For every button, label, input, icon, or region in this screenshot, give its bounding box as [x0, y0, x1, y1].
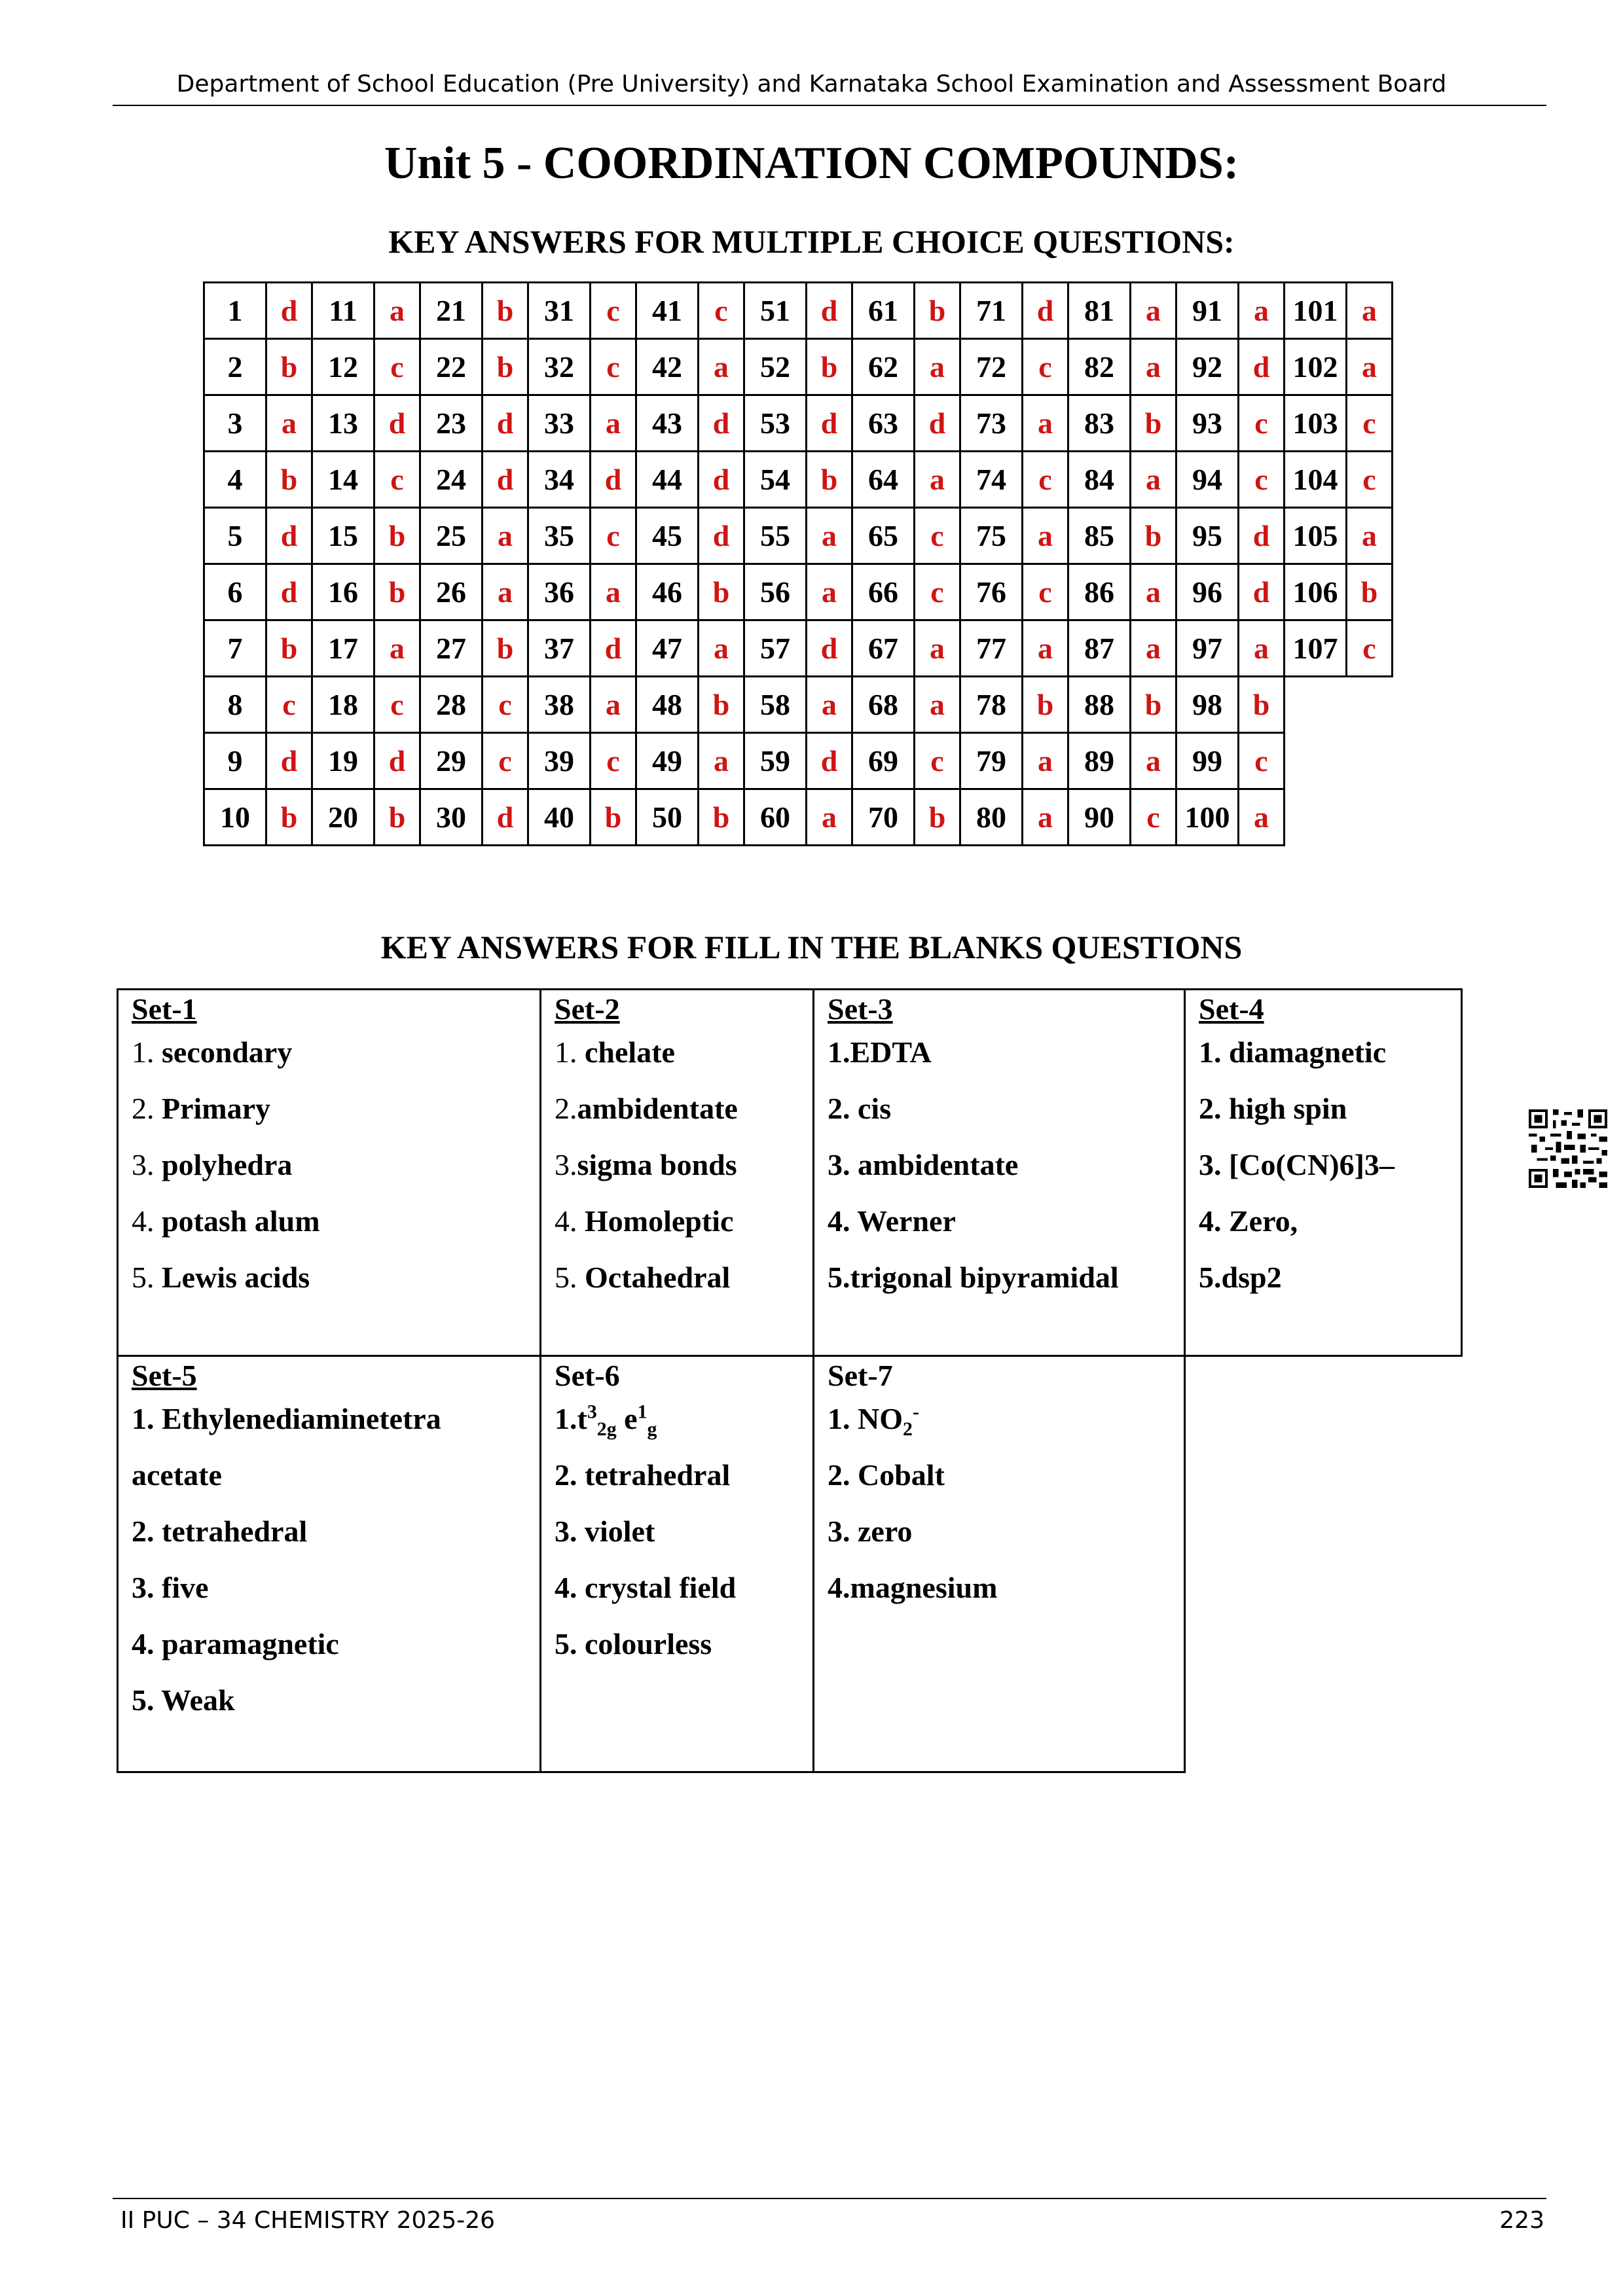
question-number: 59 [744, 733, 807, 789]
question-number: 84 [1068, 452, 1131, 508]
answer-key: b [591, 789, 636, 846]
answer-key: c [1023, 339, 1068, 395]
answer-key: c [374, 677, 420, 733]
answer-key: c [374, 339, 420, 395]
answer-key: b [915, 283, 960, 339]
question-number: 65 [852, 508, 915, 564]
answer-key: a [1347, 508, 1393, 564]
answer-key: a [1131, 733, 1176, 789]
set-3-cell [814, 990, 1185, 1356]
answer-key: d [374, 395, 420, 452]
answer-key: a [699, 339, 744, 395]
set-2-item-2: 2.ambidentate [555, 1092, 738, 1125]
answer-key: b [1131, 677, 1176, 733]
question-number: 21 [420, 283, 483, 339]
answer-key: a [1239, 789, 1285, 846]
answer-key: c [915, 564, 960, 620]
question-number: 96 [1176, 564, 1239, 620]
answer-key: b [374, 508, 420, 564]
answer-key: d [807, 620, 852, 677]
answer-key: a [1239, 283, 1285, 339]
answer-key: d [483, 395, 528, 452]
answer-key: b [266, 452, 312, 508]
question-number: 62 [852, 339, 915, 395]
set-7-item-3: 3. zero [828, 1515, 913, 1548]
question-number: 104 [1285, 452, 1347, 508]
answer-key: a [915, 339, 960, 395]
set-6-item-2: 2. tetrahedral [555, 1458, 731, 1492]
question-number: 5 [204, 508, 266, 564]
question-number: 16 [312, 564, 374, 620]
question-number: 69 [852, 733, 915, 789]
set-6-item-3: 3. violet [555, 1515, 655, 1548]
answer-key: a [591, 395, 636, 452]
question-number: 90 [1068, 789, 1131, 846]
answer-key: b [807, 452, 852, 508]
question-number: 60 [744, 789, 807, 846]
question-number: 54 [744, 452, 807, 508]
answer-key: d [1023, 283, 1068, 339]
empty-cell [1285, 789, 1347, 846]
question-number: 106 [1285, 564, 1347, 620]
answer-key: a [1023, 508, 1068, 564]
answer-key: a [266, 395, 312, 452]
question-number: 47 [636, 620, 699, 677]
question-number: 15 [312, 508, 374, 564]
question-number: 66 [852, 564, 915, 620]
set-2-cell [541, 990, 814, 1356]
mcq-row [204, 508, 1393, 564]
answer-key: a [915, 677, 960, 733]
question-number: 30 [420, 789, 483, 846]
mcq-row [204, 620, 1393, 677]
empty-cell [1347, 789, 1393, 846]
answer-key: b [374, 789, 420, 846]
question-number: 94 [1176, 452, 1239, 508]
question-number: 42 [636, 339, 699, 395]
question-number: 38 [528, 677, 591, 733]
answer-key: c [1023, 564, 1068, 620]
mcq-row [204, 339, 1393, 395]
answer-key: a [1131, 452, 1176, 508]
set-2-item-4: 4. Homoleptic [555, 1204, 734, 1238]
set-4-item-1: 1. diamagnetic [1199, 1035, 1387, 1069]
mcq-row [204, 564, 1393, 620]
question-number: 2 [204, 339, 266, 395]
answer-key: d [266, 283, 312, 339]
question-number: 27 [420, 620, 483, 677]
question-number: 77 [960, 620, 1023, 677]
answer-key: a [1131, 564, 1176, 620]
question-number: 73 [960, 395, 1023, 452]
answer-key: d [1239, 339, 1285, 395]
question-number: 80 [960, 789, 1023, 846]
question-number: 64 [852, 452, 915, 508]
set-7-item-4: 4.magnesium [828, 1571, 998, 1604]
set-2-item-1: 1. chelate [555, 1035, 675, 1069]
question-number: 85 [1068, 508, 1131, 564]
answer-key: b [699, 564, 744, 620]
mcq-row [204, 733, 1393, 789]
question-number: 4 [204, 452, 266, 508]
set-1-item-1: 1. secondary [132, 1035, 293, 1069]
question-number: 102 [1285, 339, 1347, 395]
question-number: 76 [960, 564, 1023, 620]
question-number: 78 [960, 677, 1023, 733]
answer-key: a [1023, 395, 1068, 452]
set-4-title: Set-4 [1199, 992, 1264, 1026]
answer-key: b [1131, 508, 1176, 564]
question-number: 41 [636, 283, 699, 339]
question-number: 8 [204, 677, 266, 733]
question-number: 89 [1068, 733, 1131, 789]
question-number: 23 [420, 395, 483, 452]
set-5-item-5: 5. Weak [132, 1683, 235, 1717]
answer-key: b [807, 339, 852, 395]
question-number: 48 [636, 677, 699, 733]
answer-key: d [1239, 508, 1285, 564]
question-number: 88 [1068, 677, 1131, 733]
question-number: 3 [204, 395, 266, 452]
answer-key: c [591, 283, 636, 339]
answer-key: c [266, 677, 312, 733]
footer-divider [113, 2198, 1546, 2199]
question-number: 24 [420, 452, 483, 508]
answer-key: a [374, 620, 420, 677]
set-3-item-1: 1.EDTA [828, 1035, 932, 1069]
question-number: 105 [1285, 508, 1347, 564]
mcq-row [204, 283, 1393, 339]
question-number: 32 [528, 339, 591, 395]
answer-key: d [699, 395, 744, 452]
answer-key: c [1347, 395, 1393, 452]
set-7-title: Set-7 [828, 1359, 893, 1392]
question-number: 11 [312, 283, 374, 339]
answer-key: b [699, 789, 744, 846]
question-number: 9 [204, 733, 266, 789]
question-number: 29 [420, 733, 483, 789]
answer-key: a [1023, 733, 1068, 789]
question-number: 70 [852, 789, 915, 846]
question-number: 68 [852, 677, 915, 733]
answer-key: d [915, 395, 960, 452]
set-7-cell [814, 1356, 1185, 1772]
empty-cell [1347, 733, 1393, 789]
question-number: 36 [528, 564, 591, 620]
set-1-item-4: 4. potash alum [132, 1204, 320, 1238]
question-number: 25 [420, 508, 483, 564]
answer-key: d [699, 452, 744, 508]
answer-key: b [483, 283, 528, 339]
answer-key: b [266, 339, 312, 395]
question-number: 92 [1176, 339, 1239, 395]
question-number: 58 [744, 677, 807, 733]
answer-key: a [1023, 620, 1068, 677]
question-number: 6 [204, 564, 266, 620]
answer-key: d [374, 733, 420, 789]
answer-key: b [266, 789, 312, 846]
set-1-title: Set-1 [132, 992, 197, 1026]
mcq-row [204, 395, 1393, 452]
set-4-item-3: 3. [Co(CN)6]3– [1199, 1148, 1395, 1181]
mcq-answer-table [203, 281, 1393, 846]
set-1-cell [118, 990, 541, 1356]
page-title: Unit 5 - COORDINATION COMPOUNDS: [384, 138, 1239, 188]
empty-cell [1285, 733, 1347, 789]
answer-key: b [483, 620, 528, 677]
question-number: 53 [744, 395, 807, 452]
answer-key: c [1239, 452, 1285, 508]
question-number: 67 [852, 620, 915, 677]
set-4-item-5: 5.dsp2 [1199, 1261, 1282, 1294]
answer-key: d [266, 564, 312, 620]
question-number: 14 [312, 452, 374, 508]
question-number: 97 [1176, 620, 1239, 677]
question-number: 51 [744, 283, 807, 339]
question-number: 107 [1285, 620, 1347, 677]
set-3-item-3: 3. ambidentate [828, 1148, 1019, 1181]
answer-key: a [483, 508, 528, 564]
question-number: 18 [312, 677, 374, 733]
answer-key: b [266, 620, 312, 677]
question-number: 22 [420, 339, 483, 395]
answer-key: a [1023, 789, 1068, 846]
question-number: 72 [960, 339, 1023, 395]
answer-key: d [483, 789, 528, 846]
set-4-item-2: 2. high spin [1199, 1092, 1347, 1125]
question-number: 26 [420, 564, 483, 620]
answer-key: d [1239, 564, 1285, 620]
answer-key: d [266, 733, 312, 789]
question-number: 43 [636, 395, 699, 452]
question-number: 56 [744, 564, 807, 620]
question-number: 83 [1068, 395, 1131, 452]
answer-key: a [1131, 339, 1176, 395]
question-number: 39 [528, 733, 591, 789]
answer-key: c [591, 508, 636, 564]
set-2-item-3: 3.sigma bonds [555, 1148, 737, 1181]
set-6-title: Set-6 [555, 1359, 620, 1392]
question-number: 37 [528, 620, 591, 677]
question-number: 10 [204, 789, 266, 846]
question-number: 50 [636, 789, 699, 846]
question-number: 13 [312, 395, 374, 452]
answer-key: c [1347, 620, 1393, 677]
question-number: 95 [1176, 508, 1239, 564]
question-number: 1 [204, 283, 266, 339]
answer-key: a [591, 677, 636, 733]
answer-key: a [1347, 339, 1393, 395]
answer-key: a [807, 508, 852, 564]
answer-key: c [1347, 452, 1393, 508]
answer-key: c [915, 508, 960, 564]
set-3-item-2: 2. cis [828, 1092, 892, 1125]
set-2-title: Set-2 [555, 992, 620, 1026]
answer-key: b [1131, 395, 1176, 452]
question-number: 82 [1068, 339, 1131, 395]
set-1-item-2: 2. Primary [132, 1092, 271, 1125]
question-number: 46 [636, 564, 699, 620]
answer-key: d [807, 283, 852, 339]
set-2-item-5: 5. Octahedral [555, 1261, 731, 1294]
question-number: 100 [1176, 789, 1239, 846]
question-number: 81 [1068, 283, 1131, 339]
question-number: 7 [204, 620, 266, 677]
question-number: 61 [852, 283, 915, 339]
answer-key: c [699, 283, 744, 339]
set-3-title: Set-3 [828, 992, 893, 1026]
question-number: 91 [1176, 283, 1239, 339]
question-number: 45 [636, 508, 699, 564]
set-3-item-5: 5.trigonal bipyramidal [828, 1261, 1119, 1294]
mcq-heading: KEY ANSWERS FOR MULTIPLE CHOICE QUESTIONS: [388, 223, 1235, 260]
question-number: 57 [744, 620, 807, 677]
set-4-item-4: 4. Zero, [1199, 1204, 1298, 1238]
answer-key: d [591, 620, 636, 677]
question-number: 33 [528, 395, 591, 452]
answer-key: b [483, 339, 528, 395]
set-4-cell [1185, 990, 1462, 1356]
question-number: 34 [528, 452, 591, 508]
set-6-item-1: $1.t^3_{2g}$ $e^1_g$ [555, 1401, 657, 1441]
set-5-item-1a: 1. Ethylenediaminetetra [132, 1402, 441, 1435]
answer-key: b [1239, 677, 1285, 733]
set-5-item-1b: acetate [132, 1458, 222, 1492]
question-number: 93 [1176, 395, 1239, 452]
question-number: 40 [528, 789, 591, 846]
question-number: 98 [1176, 677, 1239, 733]
answer-key: d [699, 508, 744, 564]
answer-key: c [915, 733, 960, 789]
empty-cell [1285, 677, 1347, 733]
question-number: 79 [960, 733, 1023, 789]
answer-key: d [807, 733, 852, 789]
answer-key: a [1131, 283, 1176, 339]
set-6-cell [541, 1356, 814, 1772]
answer-key: c [591, 339, 636, 395]
page-header: Department of School Education (Pre University) and Karnataka School Examination and Assessment Board [176, 71, 1447, 98]
footer-course: II PUC – 34 CHEMISTRY 2025-26 [120, 2207, 496, 2234]
question-number: 86 [1068, 564, 1131, 620]
answer-key: c [374, 452, 420, 508]
question-number: 20 [312, 789, 374, 846]
question-number: 74 [960, 452, 1023, 508]
answer-key: a [591, 564, 636, 620]
answer-key: c [1023, 452, 1068, 508]
question-number: 12 [312, 339, 374, 395]
answer-key: a [807, 677, 852, 733]
set-6-item-5: 5. colourless [555, 1627, 712, 1660]
answer-key: a [807, 789, 852, 846]
answer-key: c [483, 733, 528, 789]
header-divider [113, 105, 1546, 106]
answer-key: b [915, 789, 960, 846]
question-number: 87 [1068, 620, 1131, 677]
set-1-item-5: 5. Lewis acids [132, 1261, 310, 1294]
answer-key: b [1347, 564, 1393, 620]
question-number: 49 [636, 733, 699, 789]
question-number: 55 [744, 508, 807, 564]
answer-key: a [915, 452, 960, 508]
answer-key: d [483, 452, 528, 508]
mcq-row [204, 789, 1393, 846]
empty-cell [1185, 1356, 1462, 1772]
answer-key: a [915, 620, 960, 677]
question-number: 63 [852, 395, 915, 452]
answer-key: d [807, 395, 852, 452]
question-number: 19 [312, 733, 374, 789]
question-number: 52 [744, 339, 807, 395]
answer-key: d [266, 508, 312, 564]
question-number: 75 [960, 508, 1023, 564]
answer-key: a [1131, 620, 1176, 677]
empty-cell [1347, 677, 1393, 733]
page-number: 223 [1499, 2207, 1544, 2234]
set-6-item-4: 4. crystal field [555, 1571, 737, 1604]
set-7-item-1: 1. $NO_2^-$ [828, 1401, 919, 1441]
answer-key: c [483, 677, 528, 733]
mcq-row [204, 452, 1393, 508]
set-3-item-4: 4. Werner [828, 1204, 956, 1238]
answer-key: b [374, 564, 420, 620]
fib-answer-table [117, 988, 1463, 1773]
question-number: 71 [960, 283, 1023, 339]
mcq-row [204, 677, 1393, 733]
answer-key: c [1131, 789, 1176, 846]
answer-key: a [1239, 620, 1285, 677]
answer-key: a [483, 564, 528, 620]
answer-key: b [699, 677, 744, 733]
question-number: 103 [1285, 395, 1347, 452]
answer-key: a [699, 733, 744, 789]
answer-key: a [807, 564, 852, 620]
answer-key: d [591, 452, 636, 508]
question-number: 35 [528, 508, 591, 564]
question-number: 101 [1285, 283, 1347, 339]
set-5-item-4: 4. paramagnetic [132, 1627, 339, 1660]
question-number: 28 [420, 677, 483, 733]
answer-key: c [591, 733, 636, 789]
set-5-item-2: 2. tetrahedral [132, 1515, 308, 1548]
set-1-item-3: 3. polyhedra [132, 1148, 293, 1181]
question-number: 17 [312, 620, 374, 677]
qr-code-icon[interactable] [1529, 1109, 1607, 1188]
answer-key: a [374, 283, 420, 339]
question-number: 31 [528, 283, 591, 339]
question-number: 44 [636, 452, 699, 508]
answer-key: c [1239, 733, 1285, 789]
set-7-item-2: 2. Cobalt [828, 1458, 945, 1492]
answer-key: c [1239, 395, 1285, 452]
set-5-item-3: 3. five [132, 1571, 209, 1604]
set-5-title: Set-5 [132, 1359, 197, 1392]
answer-key: b [1023, 677, 1068, 733]
answer-key: a [1347, 283, 1393, 339]
question-number: 99 [1176, 733, 1239, 789]
fib-heading: KEY ANSWERS FOR FILL IN THE BLANKS QUESTIONS [380, 929, 1243, 965]
answer-key: a [699, 620, 744, 677]
set-5-cell [118, 1356, 541, 1772]
